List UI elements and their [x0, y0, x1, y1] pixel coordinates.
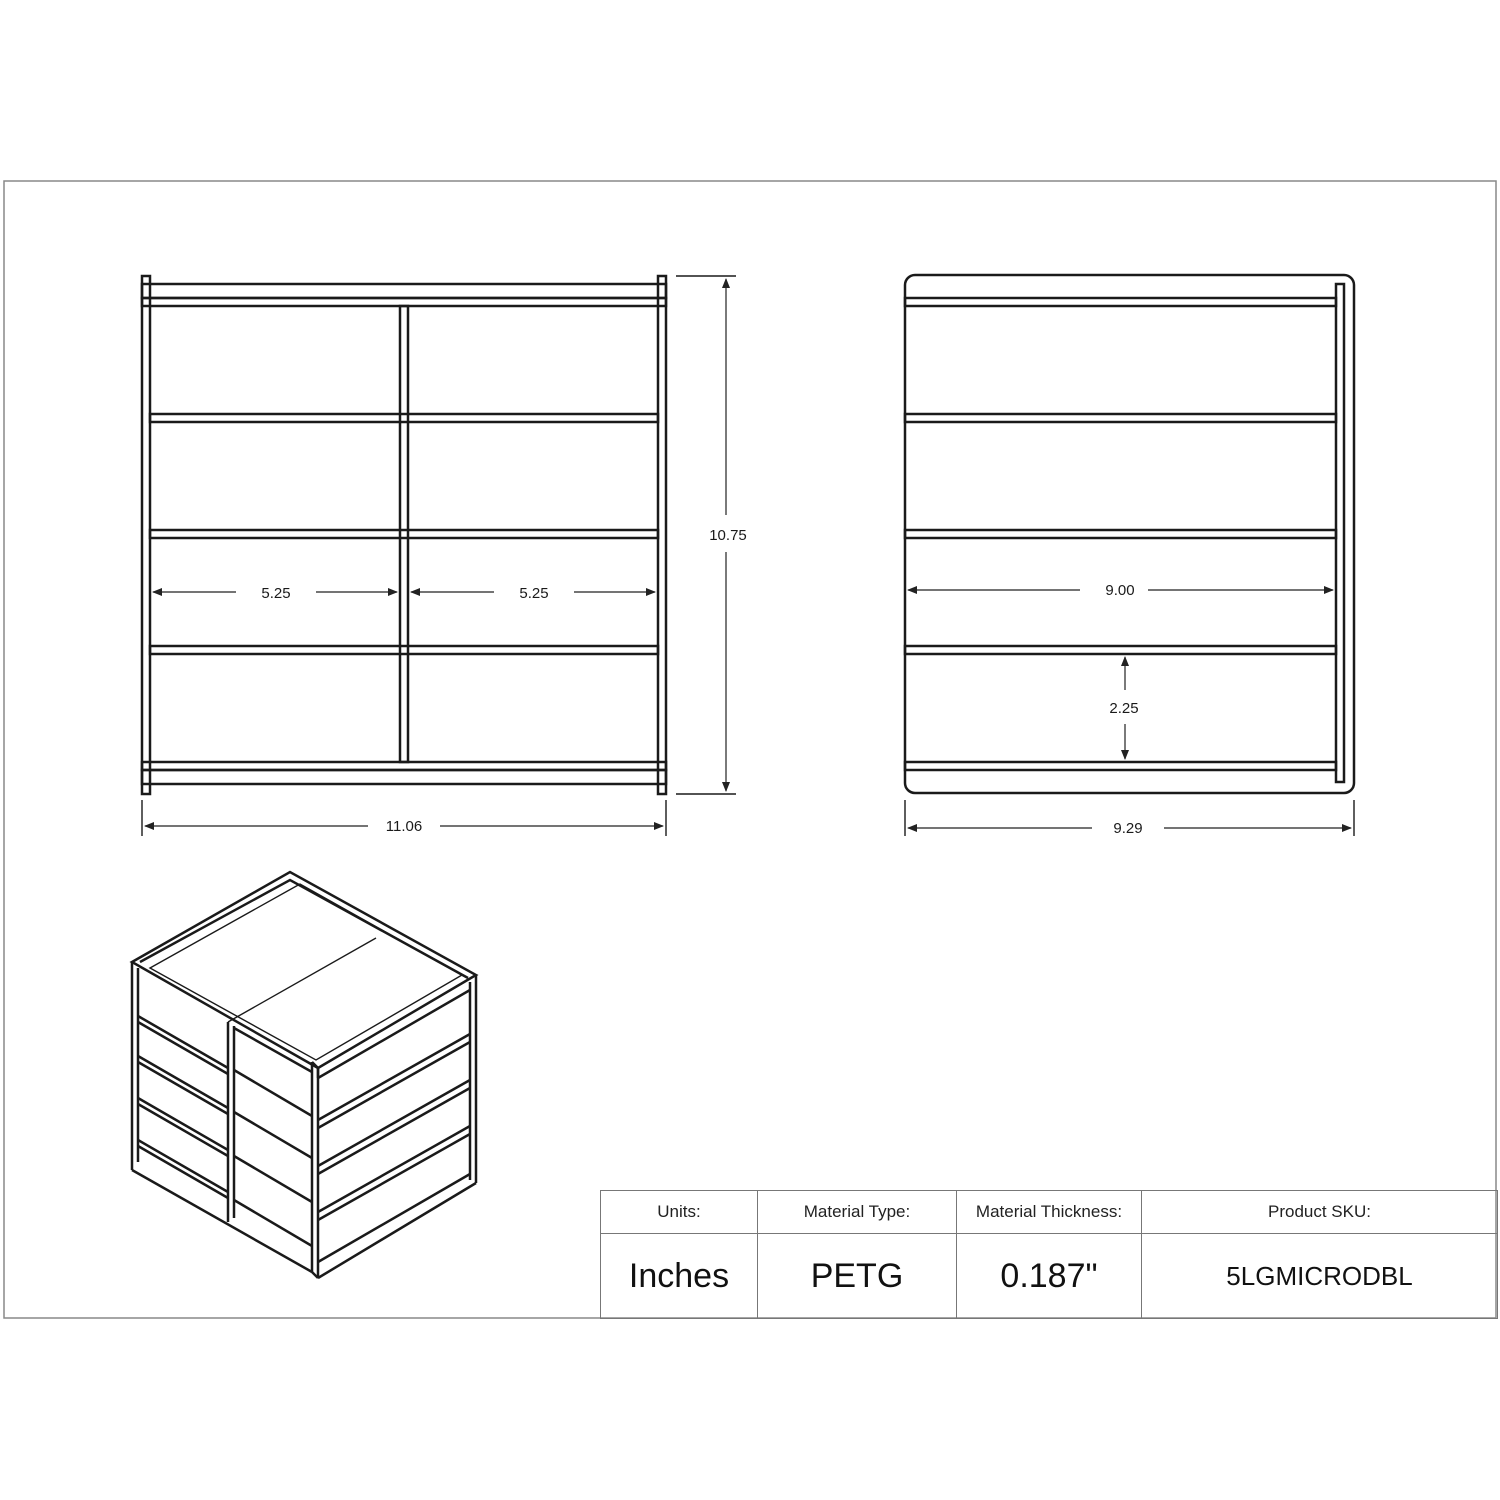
front-shelf-3 — [150, 646, 658, 654]
material-type-header: Material Type: — [758, 1191, 957, 1234]
front-center-divider — [400, 306, 408, 762]
front-dim-width: 11.06 — [385, 818, 423, 835]
title-block — [600, 1190, 1498, 1319]
iso-top-plate — [132, 872, 476, 1068]
side-bottom-shelf — [905, 762, 1336, 770]
side-shelf-3 — [905, 646, 1336, 654]
material-thickness-header: Material Thickness: — [957, 1191, 1142, 1234]
side-dim-depth: 9.00 — [1105, 582, 1135, 599]
product-sku-header: Product SKU: — [1142, 1191, 1498, 1234]
front-dim-bay-right: 5.25 — [519, 585, 549, 602]
side-top-shelf — [905, 298, 1336, 306]
side-shelf-2 — [905, 530, 1336, 538]
front-dim-bay-left: 5.25 — [261, 585, 291, 602]
front-shelf-2 — [150, 530, 658, 538]
side-dim-width: 9.29 — [1113, 820, 1143, 837]
front-view — [142, 276, 747, 836]
units-value: Inches — [601, 1234, 758, 1319]
front-dim-height: 10.75 — [709, 527, 747, 544]
side-dim-shelf-spacing: 2.25 — [1109, 700, 1139, 717]
side-shelf-1 — [905, 414, 1336, 422]
side-view — [905, 275, 1354, 837]
iso-shelf-1 — [138, 1016, 228, 1068]
product-sku-value: 5LGMICRODBL — [1142, 1234, 1498, 1319]
units-header: Units: — [601, 1191, 758, 1234]
iso-shelf-2 — [138, 1056, 228, 1108]
front-bottom-plate — [142, 770, 666, 784]
front-shelf-1 — [150, 414, 658, 422]
front-top-plate — [142, 284, 666, 298]
isometric-view — [132, 872, 476, 1278]
material-type-value: PETG — [758, 1234, 957, 1319]
material-thickness-value: 0.187" — [957, 1234, 1142, 1319]
